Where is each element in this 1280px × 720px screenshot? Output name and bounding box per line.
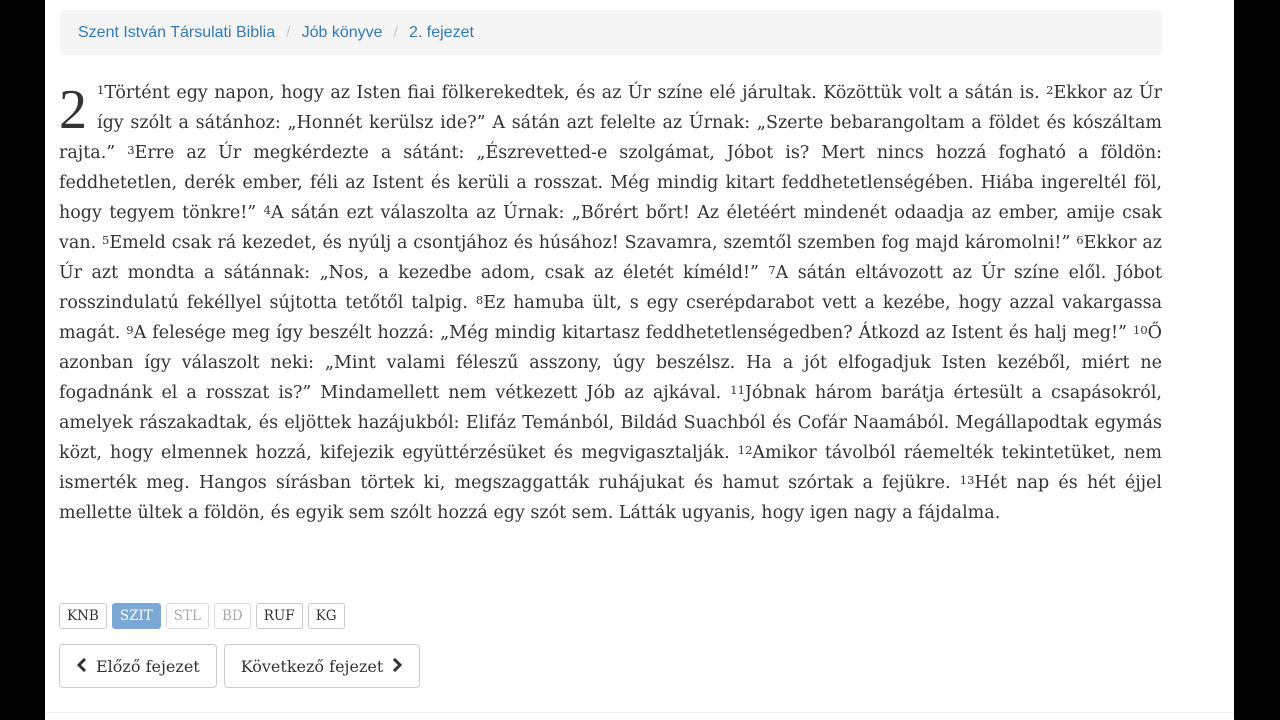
chapter-navigation <box>59 644 420 688</box>
breadcrumb <box>60 10 1162 55</box>
verse-text: Erre az Úr megkérdezte a sátánt: „Észrevetted-e szolgámat, Jóbot is? Mert nincs hozzá fogható a földön: feddhetetlen, derék ember, féli az Istent és kerüli a rosszat. Még mindig kitart feddhetetlenségében. Hiába ingereltél föl, hogy tegyem tönkre!” <box>59 143 1162 223</box>
verse-text: A sátán ezt válaszolta az Úrnak: „Bőrért bőrt! Az életéért mindenét odaadja az ember, amije csak van. <box>59 203 1162 253</box>
chevron-right-icon <box>391 657 403 676</box>
verse-number: 2 <box>1046 83 1054 97</box>
verse-number: 5 <box>102 233 110 247</box>
verse-text: A sátán eltávozott az Úr színe elől. Jóbot rosszindulatú fekéllyel sújtotta tetőtől talpig. <box>59 263 1162 313</box>
translation-selector <box>59 603 345 629</box>
verse-text: A felesége meg így beszélt hozzá: „Még mindig kitartasz feddhetetlenségedben? Átkozd az Istent és halj meg!” <box>133 323 1127 343</box>
breadcrumb-separator: / <box>393 23 398 41</box>
verse-number: 4 <box>263 203 271 217</box>
verse-text: Ekkor az Úr így szólt a sátánhoz: „Honnét kerülsz ide?” A sátán azt felelte az Úrnak: „Szerte bebarangoltam a földet és kószáltam rajta.” <box>59 83 1162 163</box>
verse-text: Emeld csak rá kezedet, és nyúlj a csontjához és húsához! Szavamra, szemtől szemben fog majd káromolni!” <box>109 233 1071 253</box>
translation-knb-button[interactable]: KNB <box>59 603 107 629</box>
previous-chapter-label: Előző fejezet <box>96 656 200 676</box>
verse-number: 13 <box>959 473 975 487</box>
verse-number: 10 <box>1133 323 1148 337</box>
verse-number: 6 <box>1076 233 1084 247</box>
verses <box>59 79 1162 523</box>
verse-number: 1 <box>97 83 105 97</box>
next-chapter-button[interactable] <box>224 644 421 688</box>
verse-number: 12 <box>737 443 753 457</box>
translation-bd-button[interactable]: BD <box>214 603 251 629</box>
next-chapter-label: Következő fejezet <box>240 656 384 676</box>
verse-text: Ez hamuba ült, s egy cserépdarabot vett a kezébe, hogy azzal vakargassa magát. <box>59 293 1162 343</box>
translation-szit-button[interactable]: SZIT <box>112 603 161 629</box>
translation-ruf-button[interactable]: RUF <box>256 603 303 629</box>
translation-stl-button[interactable]: STL <box>166 603 209 629</box>
page <box>45 0 1234 720</box>
verse-text: Jóbnak három barátja értesült a csapásokról, amelyek rászakadtak, és eljöttek hazájukból: Elifáz Temánból, Bildád Suachból és Cofár Naamából. Megállapodtak egymás közt, hogy elmennek hozzá, kifejezik együttérzésüket és megvigasztalják. <box>59 383 1162 463</box>
breadcrumb-bible[interactable]: Szent István Társulati Biblia <box>78 23 276 41</box>
verse-text: Hét nap és hét éjjel mellette ültek a földön, és egyik sem szólt hozzá egy szót sem. Látták ugyanis, hogy igen nagy a fájdalma. <box>59 473 1162 523</box>
footer-divider <box>45 712 1234 713</box>
verse-number: 7 <box>768 263 776 277</box>
verse-number: 8 <box>475 293 484 307</box>
verse-text: Ő azonban így válaszolt neki: „Mint valami féleszű asszony, úgy beszélsz. Ha a jót elfogadjuk Isten kezéből, miért ne fogadnánk el a rosszat is?” Mindamellett nem vétkezett Jób az ajkával. <box>59 323 1162 403</box>
verse-text: Történt egy napon, hogy az Isten fiai fölkerekedtek, és az Úr színe elé járultak. Közöttük volt a sátán is. <box>104 83 1040 103</box>
breadcrumb-book[interactable]: Jób könyve <box>301 23 383 41</box>
verse-text: Ekkor az Úr azt mondta a sátánnak: „Nos, a kezedbe adom, csak az életét kíméld!” <box>59 233 1162 283</box>
verse-number: 11 <box>730 383 745 397</box>
previous-chapter-button[interactable] <box>59 644 217 688</box>
chevron-left-icon <box>76 657 88 676</box>
verse-number: 9 <box>126 323 134 337</box>
translation-kg-button[interactable]: KG <box>308 603 345 629</box>
verse-number: 3 <box>127 143 135 157</box>
breadcrumb-separator: / <box>286 23 291 41</box>
chapter-number: 2 <box>59 79 87 141</box>
verse-text: Amikor távolból ráemelték tekintetüket, nem ismerték meg. Hangos sírásban törtek ki, megszaggatták ruhájukat és hamut szórtak a fejükre. <box>59 443 1162 493</box>
breadcrumb-chapter: 2. fejezet <box>408 23 474 41</box>
chapter-text <box>59 78 1162 528</box>
